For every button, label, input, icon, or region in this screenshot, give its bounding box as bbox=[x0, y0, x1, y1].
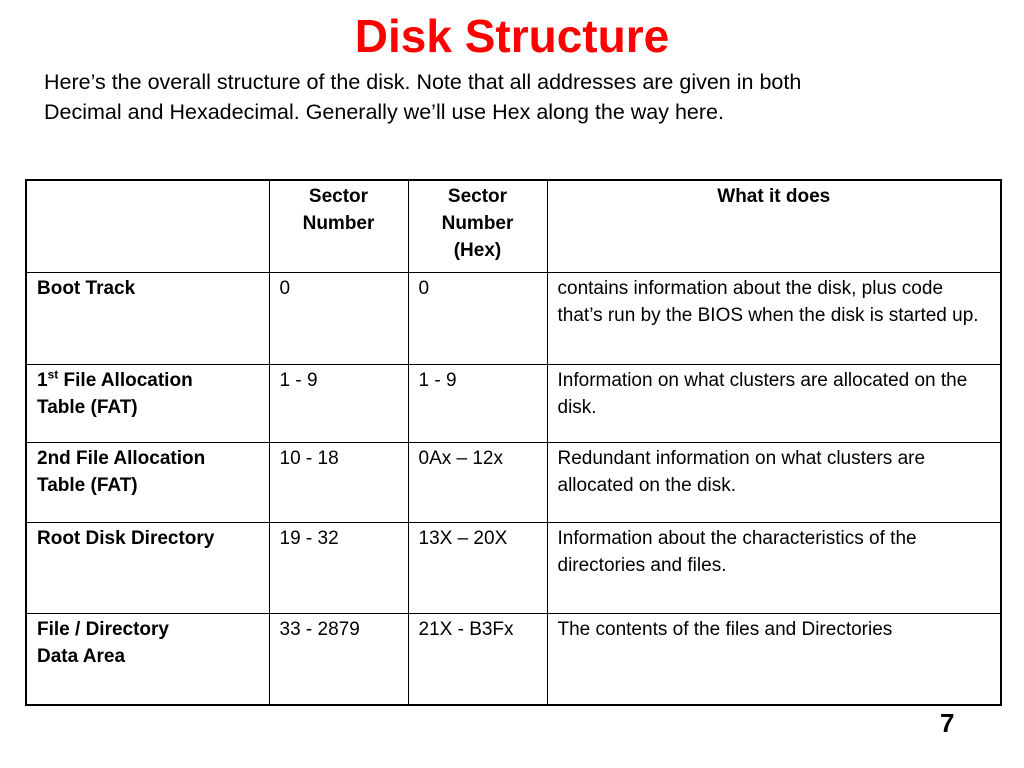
intro-paragraph bbox=[44, 67, 1004, 127]
row-sector: 19 - 32 bbox=[269, 522, 408, 613]
row-name: Boot Track bbox=[26, 272, 269, 364]
row-description: contains information about the disk, plus code that’s run by the BIOS when the disk is started up. bbox=[547, 272, 1001, 364]
disk-structure-table bbox=[25, 179, 1002, 706]
table-row bbox=[26, 364, 1001, 442]
row-name: 2nd File Allocation Table (FAT) bbox=[26, 442, 269, 522]
row-name-rest: File Allocation bbox=[58, 369, 193, 391]
row-sector-hex: 13X – 20X bbox=[408, 522, 547, 613]
row-sector: 0 bbox=[269, 272, 408, 364]
header-sector-number-line-2: Number bbox=[302, 213, 375, 234]
row-description: Information about the characteristics of the directories and files. bbox=[547, 522, 1001, 613]
table-row bbox=[26, 522, 1001, 613]
table-header-row bbox=[26, 180, 1001, 272]
table-row bbox=[26, 442, 1001, 522]
intro-line-1: Here’s the overall structure of the disk. Note that all addresses are given in both bbox=[44, 70, 802, 94]
row-sector: 1 - 9 bbox=[269, 364, 408, 442]
row-name bbox=[26, 613, 269, 705]
row-name-line-2: Table (FAT) bbox=[37, 396, 138, 418]
table-row bbox=[26, 613, 1001, 705]
header-what-it-does: What it does bbox=[547, 180, 1001, 272]
row-name-ordinal: 1 bbox=[37, 369, 48, 391]
header-sector-number bbox=[269, 180, 408, 272]
header-sector-hex-line-1: Sector bbox=[447, 186, 508, 207]
row-sector-hex: 1 - 9 bbox=[408, 364, 547, 442]
row-sector-hex: 21X - B3Fx bbox=[408, 613, 547, 705]
row-description: The contents of the files and Directories bbox=[547, 613, 1001, 705]
row-description: Information on what clusters are allocated on the disk. bbox=[547, 364, 1001, 442]
row-sector: 33 - 2879 bbox=[269, 613, 408, 705]
row-name bbox=[26, 364, 269, 442]
row-name: Root Disk Directory bbox=[26, 522, 269, 613]
header-sector-hex-line-2: Number bbox=[441, 213, 514, 234]
slide-title: Disk Structure bbox=[354, 10, 670, 62]
header-sector-number-line-1: Sector bbox=[308, 186, 369, 207]
header-blank-cell bbox=[26, 180, 269, 272]
page-number: 7 bbox=[940, 708, 955, 738]
row-name-line-1: File / Directory bbox=[37, 618, 169, 640]
header-sector-number-hex bbox=[408, 180, 547, 272]
row-sector-hex: 0 bbox=[408, 272, 547, 364]
table-row bbox=[26, 272, 1001, 364]
row-name-line-2: Data Area bbox=[37, 645, 126, 667]
row-sector: 10 - 18 bbox=[269, 442, 408, 522]
header-sector-hex-line-3: (Hex) bbox=[453, 240, 502, 261]
row-description: Redundant information on what clusters are allocated on the disk. bbox=[547, 442, 1001, 522]
row-name-ordinal-suffix: st bbox=[47, 367, 59, 382]
intro-line-2: Decimal and Hexadecimal. Generally we’ll use Hex along the way here. bbox=[44, 100, 724, 124]
row-sector-hex: 0Ax – 12x bbox=[408, 442, 547, 522]
